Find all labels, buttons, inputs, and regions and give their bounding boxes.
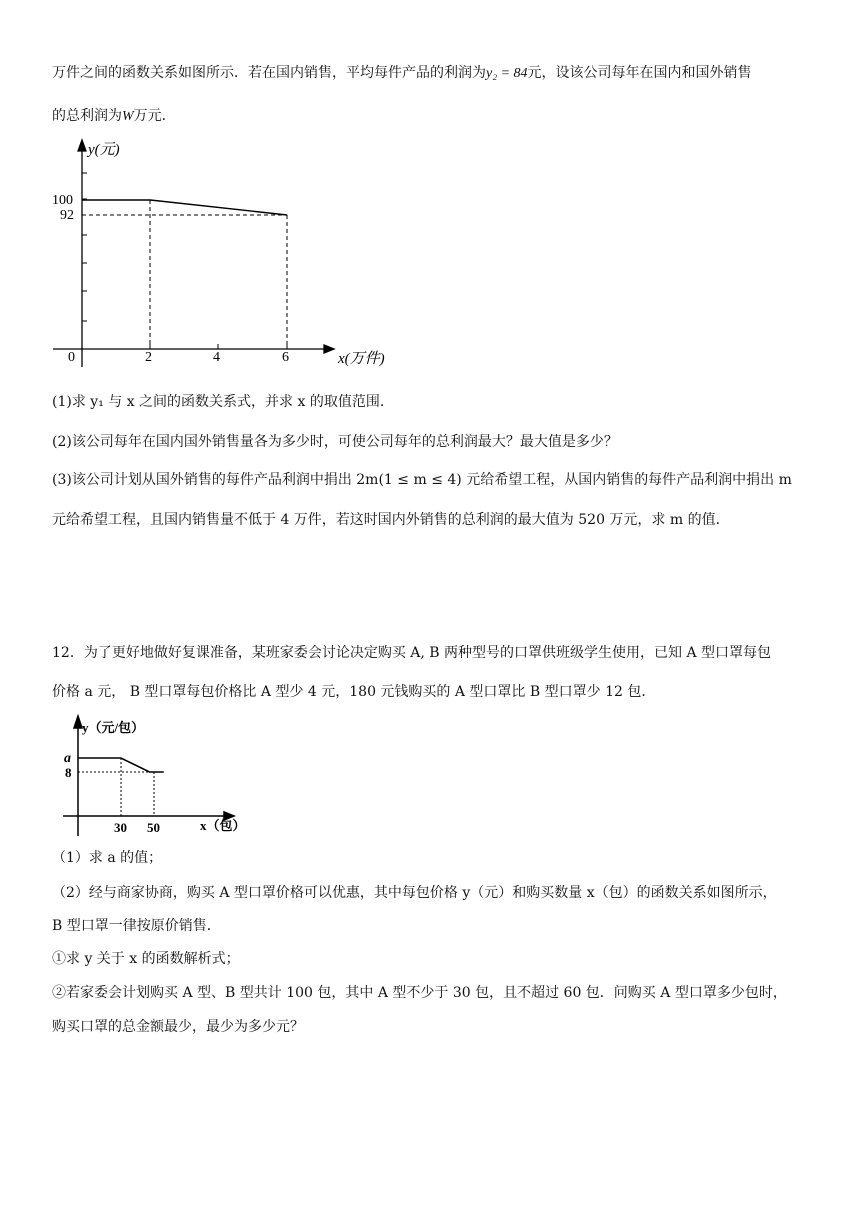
- q12-item2-line2: 购买口罩的总金额最少，最少为多少元？: [52, 1019, 304, 1035]
- x-tick-label-50: 50: [147, 820, 160, 835]
- y-tick-label-a: a: [64, 751, 71, 766]
- y-axis-label: y(元): [88, 142, 120, 158]
- q12-sub2-line1: （2）经与商家协商，购买 A 型口罩价格可以优惠，其中每包价格 y（元）和购买数量 x（包）的函数关系如图所示，: [52, 885, 777, 901]
- w-variable: W: [122, 109, 134, 124]
- y-tick-label-92: 92: [60, 208, 74, 223]
- x-tick-label-4: 4: [213, 350, 220, 365]
- mask-price-chart: [58, 712, 258, 842]
- x-tick-label-2: 2: [145, 350, 152, 365]
- x-axis-arrow: [324, 345, 334, 353]
- y2-expression: y₂ = 84: [486, 66, 528, 81]
- x-tick-label-6: 6: [282, 350, 289, 365]
- x-axis-label: x(万件): [338, 351, 385, 367]
- q12-item2-line1: ②若家委会计划购买 A 型、B 型共计 100 包，其中 A 型不少于 30 包，且不超过 60 包．问购买 A 型口罩多少包时，: [52, 985, 787, 1001]
- q11-part2: (2)该公司每年在国内国外销售量各为多少时，可使公司每年的总利润最大？最大值是多少？: [52, 434, 618, 450]
- q11-intro-text2: 的总利润为: [52, 108, 122, 124]
- y-axis-arrow: [78, 140, 86, 151]
- y-tick-label-100: 100: [52, 193, 73, 208]
- y-axis-label-2: y（元/包）: [82, 720, 145, 735]
- y-tick-label-8: 8: [65, 765, 72, 780]
- q12-line2: 价格 a 元， B 型口罩每包价格比 A 型少 4 元，180 元钱购买的 A 型口罩比 B 型口罩少 12 包．: [52, 684, 656, 700]
- q11-intro-tail2: 万元．: [133, 108, 176, 124]
- origin-label: 0: [68, 350, 75, 365]
- q11-intro-tail: 元，设该公司每年在国内和国外销售: [527, 65, 752, 81]
- q12-sub2-line2: B 型口罩一律按原价销售．: [52, 918, 221, 934]
- profit-chart: [48, 135, 388, 375]
- profit-line: [82, 200, 287, 215]
- price-line: [78, 758, 164, 772]
- y-tick-marks: [82, 173, 87, 321]
- q11-intro-line2: [52, 106, 176, 127]
- q12-sub1: （1）求 a 的值；: [52, 850, 163, 866]
- q11-part3-line1: (3)该公司计划从国外销售的每件产品利润中捐出 2m(1 ≤ m ≤ 4) 元给希望工程，从国内销售的每件产品利润中捐出 m: [52, 472, 792, 488]
- x-tick-marks: [150, 344, 287, 349]
- x-tick-label-30: 30: [114, 820, 127, 835]
- y-axis-arrow-2: [74, 716, 82, 728]
- q11-part1: (1)求 y₁ 与 x 之间的函数关系式，并求 x 的取值范围．: [52, 394, 394, 410]
- q11-intro-line1: [52, 63, 752, 84]
- q12-line1: 12．为了更好地做好复课准备，某班家委会讨论决定购买 A, B 两种型号的口罩供班级学生使用，已知 A 型口罩每包: [52, 645, 772, 661]
- q11-intro-text: 万件之间的函数关系如图所示．若在国内销售，平均每件产品的利润为: [52, 65, 486, 81]
- q12-item1: ①求 y 关于 x 的函数解析式；: [52, 951, 240, 967]
- x-axis-label-2: x（包）: [200, 818, 246, 833]
- q11-part3-line2: 元给希望工程，且国内销售量不低于 4 万件，若这时国内外销售的总利润的最大值为 520 万元，求 m 的值．: [52, 512, 730, 528]
